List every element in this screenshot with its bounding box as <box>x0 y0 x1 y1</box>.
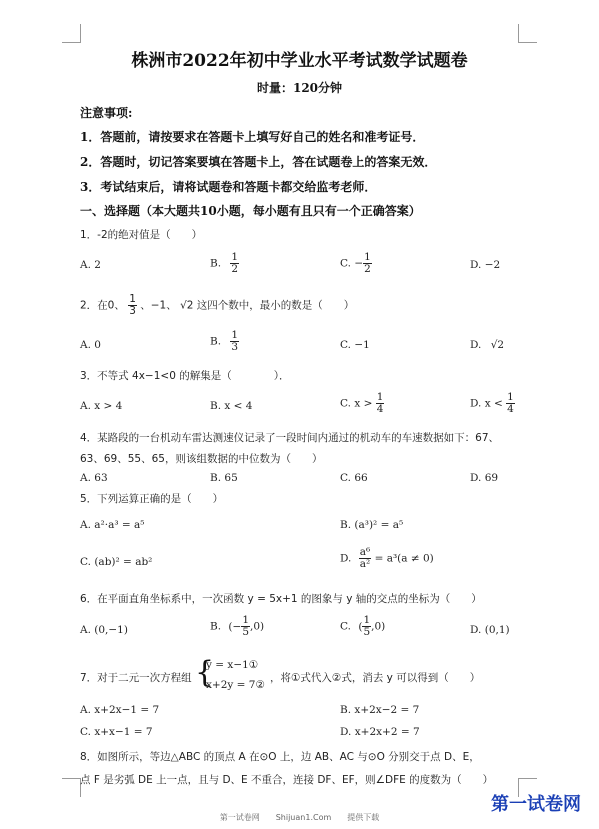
question-7-stem-pre: 7．对于二元一次方程组 <box>80 672 192 684</box>
question-2-stem: 2．在0、 $\frac{1}{3}$ 、−1、 √2 这四个数中，最小的数是（ ） <box>80 293 355 318</box>
q6-option-d: D. (0,1) <box>470 624 510 636</box>
q2-option-c: C. −1 <box>340 339 370 351</box>
q3-option-c: C. x > $\frac{1}{4}$ <box>340 391 384 416</box>
q3-option-d: D. x < $\frac{1}{4}$ <box>470 391 514 416</box>
note-item: 3．考试结束后，请将试题卷和答题卡都交给监考老师． <box>80 180 377 194</box>
q1-option-d: D. −2 <box>470 259 501 271</box>
question-4-line: 4．某路段的一台机动车雷达测速仪记录了一段时间内通过的机动车的车速数据如下：67、 <box>80 432 500 444</box>
section-heading: 一、选择题（本大题共10小题，每小题有且只有一个正确答案） <box>80 204 421 218</box>
question-4-line: 63、69、55、65，则该组数据的中位数为（ ） <box>80 453 323 465</box>
q6-option-c: C. ( $\frac{1}{5}$ ,0) <box>340 614 386 639</box>
q7-equation-1: y = x−1① <box>206 659 259 671</box>
q7-option-b: B. x+2x−2 = 7 <box>340 704 420 716</box>
question-8-line: 8．如图所示，等边△ABC 的顶点 A 在⊙O 上，边 AB、AC 与⊙O 分别交于点 D、E， <box>80 751 480 763</box>
question-5-stem: 5．下列运算正确的是（ ） <box>80 493 224 505</box>
q4-option-b: B. 65 <box>210 472 238 484</box>
corner-mark <box>62 24 81 43</box>
page-title: 株洲市2022年初中学业水平考试数学试题卷 <box>131 51 468 71</box>
q1-option-a: A. 2 <box>80 259 101 271</box>
notes-heading: 注意事项: <box>80 106 133 120</box>
q7-equation-2: x+2y = 7② <box>206 679 265 691</box>
q5-option-b: B. (a³)² = a⁵ <box>340 519 404 531</box>
q2-option-a: A. 0 <box>80 339 101 351</box>
note-item: 2．答题时，切记答案要填在答题卡上，答在试题卷上的答案无效． <box>80 155 437 169</box>
q1-option-b: B. $\frac{1}{2}$ <box>210 251 239 276</box>
q5-option-d: D. $\frac{\text{a⁶}}{\text{a²}}$ = a³(a ≠ 0) <box>340 546 434 571</box>
question-3-stem: 3．不等式 4x−1<0 的解集是（ ）． <box>80 370 290 382</box>
q5-option-a: A. a²·a³ = a⁵ <box>80 519 145 531</box>
q2-option-b: B. $\frac{1}{3}$ <box>210 329 239 354</box>
question-8-line: 点 F 是劣弧 DE 上一点，且与 D、E 不重合，连接 DF、EF，则∠DFE 的度数为（ ） <box>80 774 494 786</box>
q3-option-b: B. x < 4 <box>210 400 253 412</box>
q7-option-a: A. x+2x−1 = 7 <box>80 704 160 716</box>
question-1-stem: 1．-2的绝对值是（ ） <box>80 229 203 241</box>
page-footer: 第一试卷网 Shijuan1.Com 提供下载 <box>219 813 380 822</box>
corner-mark <box>62 778 81 797</box>
q5-option-c: C. (ab)² = ab² <box>80 556 153 568</box>
equation-brace: { <box>195 655 215 690</box>
q7-option-c: C. x+x−1 = 7 <box>80 726 153 738</box>
q1-option-c: C. − $\frac{1}{2}$ <box>340 251 371 276</box>
site-watermark: 第一试卷网 <box>491 794 581 815</box>
q6-option-b: B. (− $\frac{1}{5}$ ,0) <box>210 614 265 639</box>
note-item: 1．答题前，请按要求在答题卡上填写好自己的姓名和准考证号． <box>80 130 425 144</box>
question-7-stem-post: ，将①式代入②式，消去 y 可以得到（ ） <box>270 672 481 684</box>
q4-option-d: D. 69 <box>470 472 499 484</box>
question-6-stem: 6．在平面直角坐标系中，一次函数 y = 5x+1 的图象与 y 轴的交点的坐标为（ ） <box>80 593 482 605</box>
q3-option-a: A. x > 4 <box>80 400 123 412</box>
q4-option-c: C. 66 <box>340 472 368 484</box>
q7-option-d: D. x+2x+2 = 7 <box>340 726 420 738</box>
time-limit: 时量：120分钟 <box>256 81 343 95</box>
q4-option-a: A. 63 <box>80 472 108 484</box>
q6-option-a: A. (0,−1) <box>80 624 128 636</box>
corner-mark <box>518 24 537 43</box>
q2-option-d: D. √2 <box>470 339 505 351</box>
